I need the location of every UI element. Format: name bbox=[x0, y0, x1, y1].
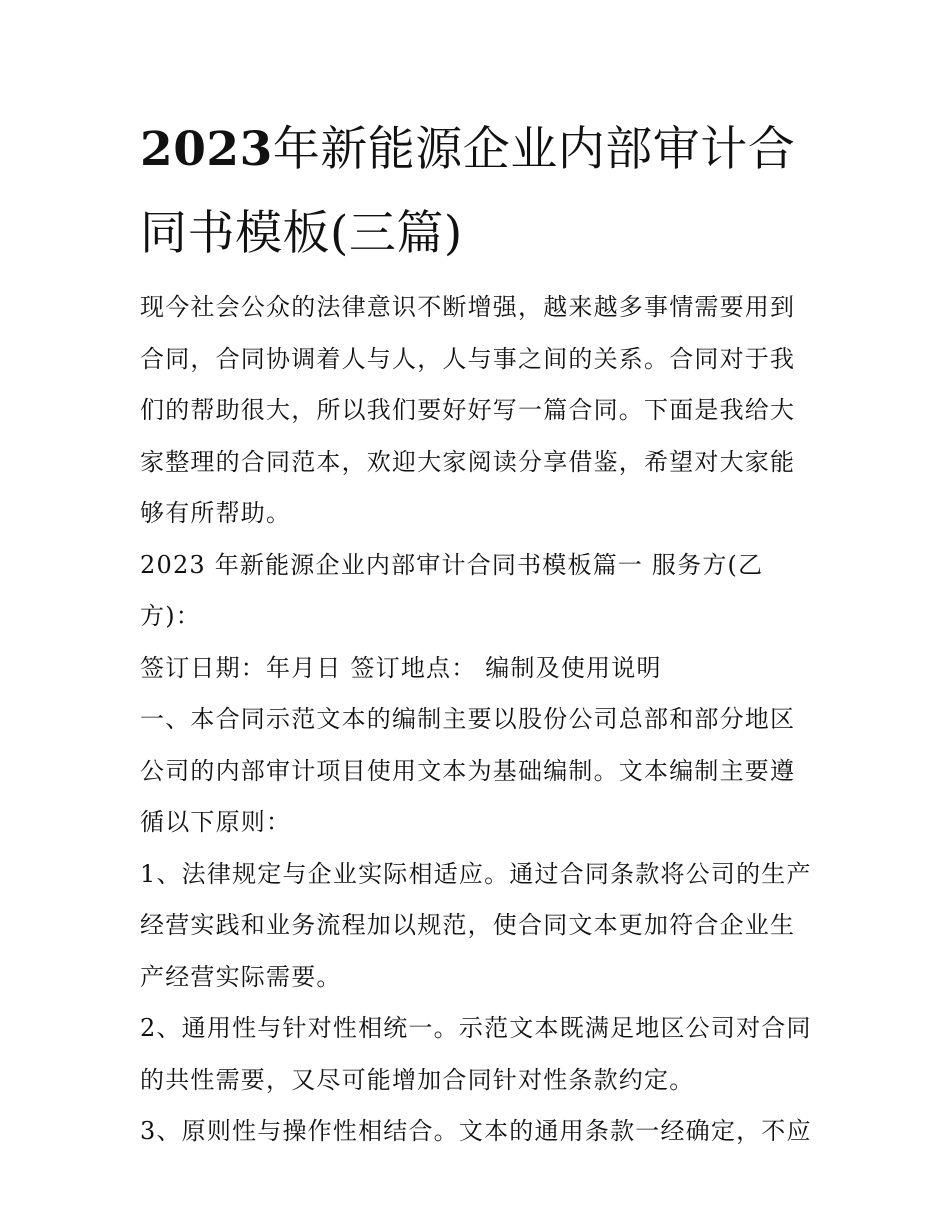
section-heading: 2023 年新能源企业内部审计合同书模板篇一 服务方(乙方)： bbox=[140, 550, 764, 630]
signing-info: 签订日期：年月日 签订地点： 编制及使用说明 bbox=[140, 653, 662, 682]
intro-paragraph: 现今社会公众的法律意识不断增强，越来越多事情需要用到合同，合同协调着人与人，人与事之间的关系。合同对于我们的帮助很大，所以我们要好好写一篇合同。下面是我给大家整理的合同范本，欢迎大家阅读分享借鉴，希望对大家能够有所帮助。 bbox=[140, 293, 796, 527]
clause-paragraph: 2、通用性与针对性相统一。示范文本既满足地区公司对合同的共性需要，又尽可能增加合同针对性条款约定。 bbox=[140, 1014, 812, 1094]
clause-paragraph: 一、本合同示范文本的编制主要以股份公司总部和部分地区公司的内部审计项目使用文本为基础编制。文本编制主要遵循以下原则： bbox=[140, 705, 796, 836]
title-year: 2023 bbox=[140, 122, 273, 177]
clause-paragraph: 3、原则性与操作性相结合。文本的通用条款一经确定，不应 bbox=[140, 1117, 812, 1145]
document-page bbox=[140, 108, 820, 1158]
document-title bbox=[140, 108, 820, 276]
clause-paragraph: 1、法律规定与企业实际相适应。通过合同条款将公司的生产经营实践和业务流程加以规范，使合同文本更加符合企业生产经营实际需要。 bbox=[140, 859, 812, 991]
title-text: 年新能源企业内部审计合同书模板(三篇) bbox=[140, 122, 796, 261]
